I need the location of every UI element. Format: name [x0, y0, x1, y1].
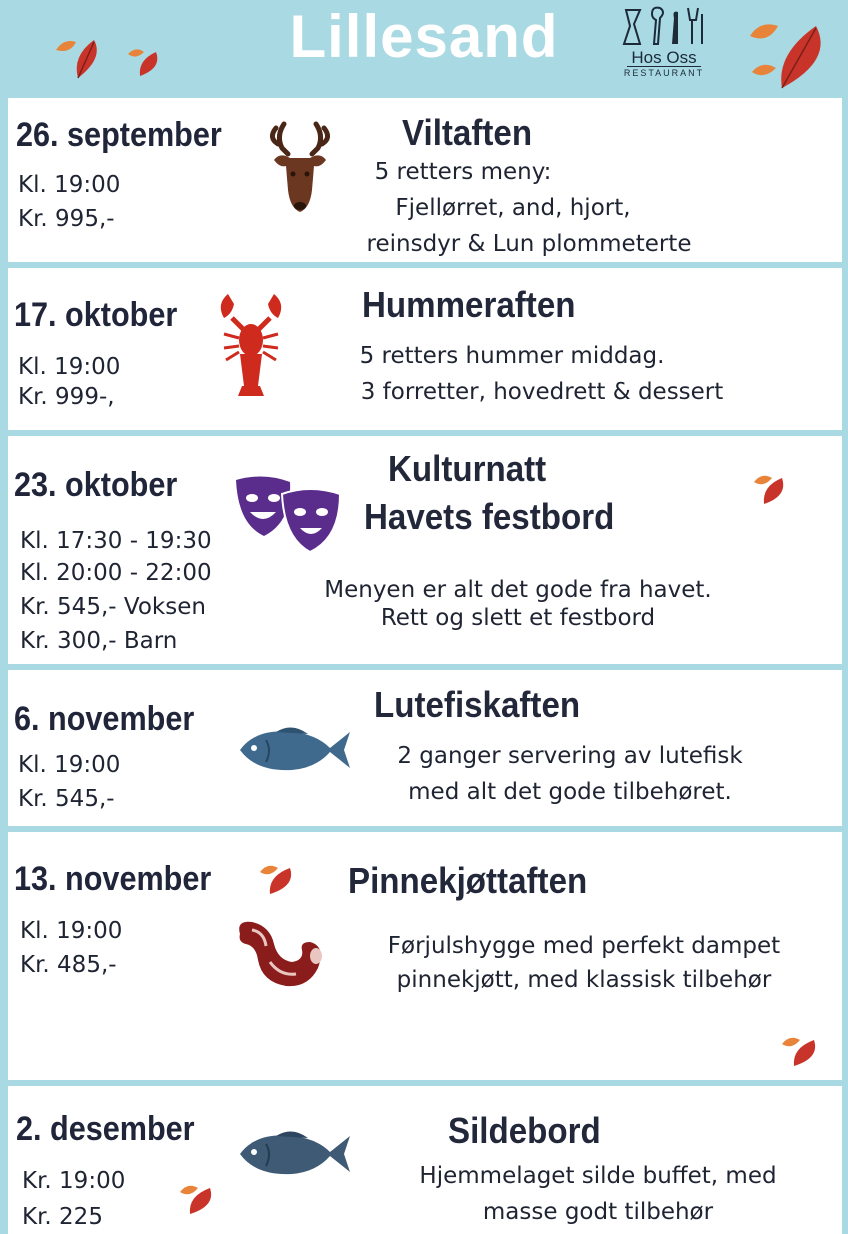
event-description-line: 5 retters hummer middag.: [359, 343, 665, 369]
event-title: Hummeraften: [362, 284, 576, 325]
event-description-line: med alt det gode tilbehøret.: [408, 779, 732, 805]
autumn-leaf-icon: [256, 858, 298, 898]
ribs-icon: [230, 916, 330, 996]
event-title: Havets festbord: [364, 496, 615, 537]
event-description-line: pinnekjøtt, med klassisk tilbehør: [396, 967, 772, 993]
event-title: Pinnekjøttaften: [348, 860, 588, 901]
event-card: [8, 436, 842, 664]
logo-subtitle: RESTAURANT: [623, 68, 705, 78]
event-description-line: Menyen er alt det gode fra havet.: [324, 577, 712, 603]
event-time: Kl. 17:30 - 19:30: [20, 528, 212, 554]
event-time: Kl. 19:00: [20, 918, 123, 944]
event-card: [8, 832, 842, 1080]
event-date: 2. desember: [16, 1110, 195, 1148]
event-date: 17. oktober: [14, 296, 178, 334]
event-time: Kl. 19:00: [18, 354, 121, 380]
event-description-line: Rett og slett et festbord: [380, 605, 656, 631]
logo-name: Hos Oss: [627, 49, 700, 67]
autumn-leaf-icon: [750, 468, 790, 508]
fish-icon: [236, 722, 352, 778]
deer-head-icon: [262, 120, 338, 216]
autumn-leaf-icon: [778, 1030, 822, 1070]
event-card: [8, 98, 842, 262]
event-price: Kr. 995,-: [18, 206, 115, 232]
restaurant-logo: [614, 4, 714, 88]
event-description-line: Fjellørret, and, hjort,: [395, 195, 631, 221]
event-date: 13. november: [14, 860, 212, 898]
autumn-leaf-icon: [742, 10, 834, 94]
lobster-icon: [214, 290, 288, 398]
event-description-line: 2 ganger servering av lutefisk: [397, 743, 743, 769]
event-description-line: Hjemmelaget silde buffet, med: [419, 1163, 777, 1189]
event-time: Kl. 19:00: [18, 752, 121, 778]
event-card: [8, 670, 842, 826]
event-title: Viltaften: [402, 112, 533, 153]
theater-masks-icon: [230, 472, 346, 556]
page-title: Lillesand: [289, 3, 559, 70]
event-description-line: Førjulshygge med perfekt dampet: [387, 933, 781, 959]
event-time: Kl. 19:00: [18, 172, 121, 198]
event-description-line: 3 forretter, hovedrett & dessert: [360, 379, 724, 405]
event-description-line: reinsdyr & Lun plommeterte: [366, 231, 692, 257]
event-price: Kr. 300,- Barn: [20, 628, 178, 654]
header: [0, 0, 848, 96]
herring-icon: [236, 1126, 352, 1182]
restaurant-logo-icon: [618, 4, 710, 48]
event-card: [8, 1086, 842, 1234]
event-date: 23. oktober: [14, 466, 178, 504]
event-description-line: 5 retters meny:: [374, 159, 552, 185]
autumn-leaf-icon: [124, 42, 164, 80]
event-price: Kr. 545,-: [18, 786, 115, 812]
event-description-line: masse godt tilbehør: [482, 1199, 714, 1225]
event-title: Kulturnatt: [388, 448, 547, 489]
event-title: Sildebord: [448, 1110, 601, 1151]
event-time: Kr. 19:00: [22, 1168, 126, 1194]
autumn-leaf-icon: [50, 30, 110, 82]
event-price: Kr. 485,-: [20, 952, 117, 978]
event-price: Kr. 225: [22, 1204, 103, 1230]
event-date: 26. september: [16, 116, 222, 154]
event-price: Kr. 545,- Voksen: [20, 594, 206, 620]
autumn-leaf-icon: [176, 1178, 218, 1218]
event-card: [8, 268, 842, 430]
event-price: Kr. 999-,: [18, 384, 115, 410]
event-time: Kl. 20:00 - 22:00: [20, 560, 212, 586]
event-date: 6. november: [14, 700, 195, 738]
event-title: Lutefiskaften: [374, 684, 581, 725]
